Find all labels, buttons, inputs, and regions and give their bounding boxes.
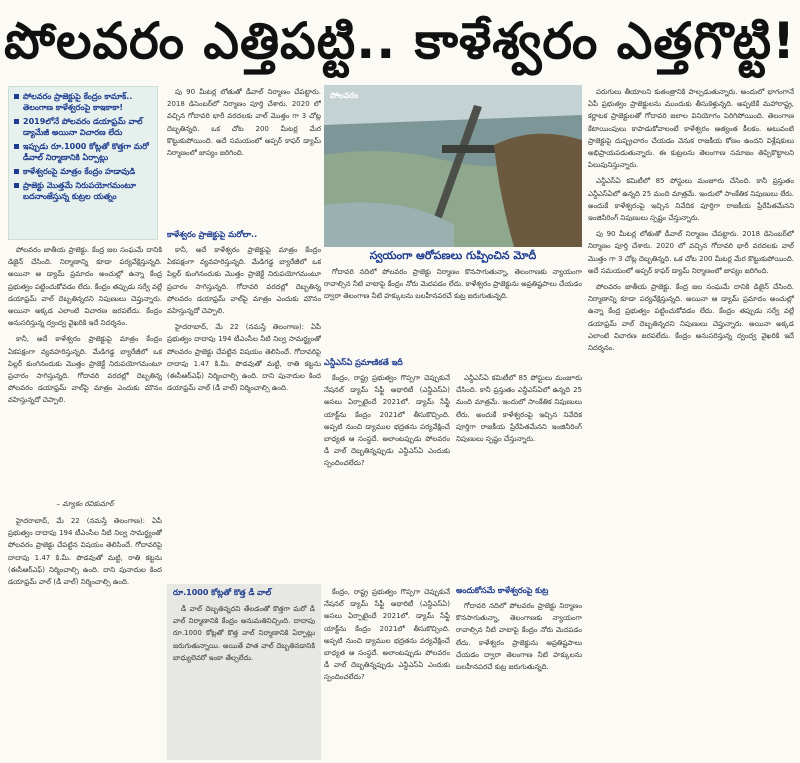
subhead-ndsa: ఎన్డీఎస్ఏ ప్రమాణికతే ఇదీ bbox=[324, 358, 403, 367]
paragraph: ఎన్డీఎస్ఏ కమిటీలో 85 పోస్టులు మంజూరు చేసింది. కానీ ప్రస్తుతం ఎన్డీఎస్ఏలో ఉన్నది 25 మంది మాత్రమే. ఇందులో సాంకేతిక నిపుణులు లేరు. అందుకే కాళేశ్వరంపై ఇచ్చిన నివేదిక పూర్తిగా రాజకీయ ప్రేరేపితమేనని ఇంజినీరింగ్ నిపుణులు స్పష్టం చేస్తున్నారు. bbox=[588, 177, 794, 223]
highlight-item: ఇప్పుడు రూ.1000 కోట్లతో కొత్తగా మరో డీవాల్ నిర్మాణానికి ఏర్పాట్లు bbox=[14, 141, 152, 163]
paragraph: పరుగులు తీయాలని కుతంత్రానికి పాల్పడుతున్నారు. అందులో భాగంగానే ఏపీ ప్రభుత్వం ప్రాజెక్టులను ముందుకు తీసుకెళ్తున్నది. అప్పటికే మహారాష్ట్ర, కర్ణాటక ప్రాజెక్టులతో గోదావరి జలాల వినియోగం పెరిగిపోయింది. తెలంగాణ కేటాయింపులు కాపాడుకోవాలంటే కాళేశ్వరం అత్యంత కీలకం. అటువంటి ప్రాజెక్టుపై దుష్ప్రచారం చేయడం వెనుక రాజకీయ కోణం ఉందని విశ్లేషకులు అభిప్రాయపడుతున్నారు. ఈ కుట్రలను తెలంగాణ సమాజం తిప్పికొట్టాలని పిలుపునిస్తున్నారు. bbox=[588, 88, 794, 170]
subhead-conspiracy: అందుకోసమే కాళేశ్వరంపై కుట్ర bbox=[456, 586, 549, 595]
paragraph: కానీ, అదే కాళేశ్వరం ప్రాజెక్టుపై మాత్రం కేంద్రం ఏకపక్షంగా వ్యవహరిస్తున్నది. మేడిగడ్డ బ్యారేజీలో ఒక పిల్లర్ కుంగినందుకు మొత్తం ప్రాజెక్టే నిరుపయోగమంటూ ప్రచారం సాగిస్తున్నది. గోదావరి వరదల్లో దెబ్బతిన్న పోలవరం డయాఫ్రమ్ వాల్‌పై మాత్రం ఎందుకు మౌనం వహిస్తున్నదో చెప్పాలి. bbox=[167, 246, 321, 316]
byline: – మ్యాకం రవికుమార్ bbox=[56, 500, 114, 508]
paragraph: డీ వాల్ దెబ్బతిన్నదని తేలడంతో కొత్తగా మరో డీ వాల్ నిర్మాణానికి కేంద్రం అనుమతినిచ్చింది. దాదాపు రూ.1000 కోట్లతో కొత్త వాల్ నిర్మాణానికి ఏర్పాట్లు జరుగుతున్నాయి. అయితే పాత వాల్ దెబ్బతినడానికి బాధ్యులెవరో ఇంకా తేల్చలేదు. bbox=[173, 605, 315, 662]
paragraph: హైదరాబాద్, మే 22 (నమస్తే తెలంగాణ): ఏపీ ప్రభుత్వం దాదాపు 194 టీఎంసీల నీటి నిల్వ సామర్థ్యంతో పోలవరం ప్రాజెక్టు చేపట్టిన విషయం తెలిసిందే. గోదావరిపై దాదాపు 1.47 కి.మీ. పొడవుతో మట్టి, రాతి కట్టను (ఈసీఆర్ఎఫ్) నిర్మించాల్సి ఉంది. దాని పునాదుల కింద డయాఫ్రమ్ వాల్ (డీ వాల్) నిర్మించాల్సి ఉంది. bbox=[167, 323, 321, 393]
paragraph: గోదావరి నదిలో పోలవరం ప్రాజెక్టు నిర్మాణం కొనసాగుతున్నా, తెలంగాణకు న్యాయంగా రావాల్సిన నీటి వాటాపై కేంద్రం నోరు మెదపడం లేదు. కాళేశ్వరం ప్రాజెక్టును అప్రతిష్టపాలు చేయడం ద్వారా తెలంగాణ నీటి హక్కులను బలహీనపరచే కుట్ర జరుగుతున్నది. bbox=[456, 602, 582, 672]
highlight-item: పోలవరం ప్రాజెక్టుపై కేంద్రం కామాక్.. తెలంగాణ కాళేశ్వరంపై కాఇకాకా! bbox=[14, 91, 152, 113]
photo-caption: స్వయంగా ఆరోపణలు గుప్పించిన మోదీ bbox=[369, 249, 537, 262]
highlights-box bbox=[8, 86, 158, 240]
article-column-9 bbox=[588, 86, 794, 760]
subhead-kaleshwaram: కాళేశ్వరం ప్రాజెక్టుపై మరోలా.. bbox=[167, 230, 258, 239]
article-column-1 bbox=[8, 244, 162, 494]
article-column-2 bbox=[8, 515, 162, 760]
highlight-item: కాళేశ్వరంపై మాత్రం కేంద్రం హడావుడి bbox=[14, 166, 152, 177]
article-column-4 bbox=[324, 266, 582, 356]
paragraph: పు 90 మీటర్ల లోతుతో డీవాల్ నిర్మాణం చేపట్టారు. 2018 డిసెంబర్‌లో నిర్మాణం పూర్తి చేశారు. 2020 లో వచ్చిన గోదావరి భారీ వరదలకు వాల్ మొత్తం గా 3 చోట్ల దెబ్బతిన్నది. ఒక చోట 200 మీటర్ల మేర కొట్టుకుపోయింది. అదే సమయంలో అప్పర్ కాఫర్ డ్యామ్ నిర్మాణంలో జాప్యం జరిగింది. bbox=[167, 88, 321, 158]
paragraph: పు 90 మీటర్ల లోతుతో డీవాల్ నిర్మాణం చేపట్టారు. 2018 డిసెంబర్‌లో నిర్మాణం పూర్తి చేశారు. 2020 లో వచ్చిన గోదావరి భారీ వరదలకు వాల్ మొత్తం గా 3 చోట్ల దెబ్బతిన్నది. ఒక చోట 200 మీటర్ల మేర కొట్టుకుపోయింది. అదే సమయంలో అప్పర్ కాఫర్ డ్యామ్ నిర్మాణంలో జాప్యం జరిగింది. bbox=[588, 230, 794, 275]
paragraph: కేంద్రం, రాష్ట్ర ప్రభుత్వం గొప్పగా చెప్పుకునే నేషనల్ డ్యామ్ సేఫ్టీ అథారిటీ (ఎన్డీఎస్ఏ) అసలు ఏర్పాటైందే 2021లో. డ్యామ్ సేఫ్టీ యాక్ట్‌ను కేంద్రం 2021లో తీసుకొచ్చింది. అప్పటి నుంచి డ్యాముల భద్రతను పర్యవేక్షించే బాధ్యత ఆ సంస్థదే. అలాంటప్పుడు పోలవరం డీ వాల్ దెబ్బతిన్నప్పుడు ఎన్డీఎస్ఏ ఎందుకు స్పందించలేదు? bbox=[324, 588, 450, 682]
highlight-item: ప్రాజెక్టు మొత్తమే నిరుపయోగమంటూ బదనాంజేస్తున్న కుట్రల యత్నం bbox=[14, 180, 152, 202]
highlight-item: 2019లోనే పోలవరం డయాఫ్రమ్ వాల్ డ్యామేజీ అయినా విచారణ లేదు bbox=[14, 116, 152, 138]
sidebar-box bbox=[167, 584, 321, 760]
article-column-6 bbox=[456, 372, 582, 582]
photo-label: పోలవరం bbox=[330, 91, 359, 100]
article-column-3b bbox=[167, 244, 321, 580]
paragraph: కేంద్రం, రాష్ట్ర ప్రభుత్వం గొప్పగా చెప్పుకునే నేషనల్ డ్యామ్ సేఫ్టీ అథారిటీ (ఎన్డీఎస్ఏ) అసలు ఏర్పాటైందే 2021లో. డ్యామ్ సేఫ్టీ యాక్ట్‌ను కేంద్రం 2021లో తీసుకొచ్చింది. అప్పటి నుంచి డ్యాముల భద్రతను పర్యవేక్షించే బాధ్యత ఆ సంస్థదే. అలాంటప్పుడు పోలవరం డీ వాల్ దెబ్బతిన్నప్పుడు ఎన్డీఎస్ఏ ఎందుకు స్పందించలేదు? bbox=[324, 374, 450, 468]
article-column-3 bbox=[167, 86, 321, 226]
box-text bbox=[167, 603, 321, 753]
paragraph: గోదావరి నదిలో పోలవరం ప్రాజెక్టు నిర్మాణం కొనసాగుతున్నా, తెలంగాణకు న్యాయంగా రావాల్సిన నీటి వాటాపై కేంద్రం నోరు మెదపడం లేదు. కాళేశ్వరం ప్రాజెక్టును అప్రతిష్టపాలు చేయడం ద్వారా తెలంగాణ నీటి హక్కులను బలహీనపరచే కుట్ర జరుగుతున్నది. bbox=[324, 268, 582, 301]
dam-photo bbox=[324, 85, 582, 247]
box-heading: రూ.1000 కోట్లతో కొత్త డీ వాల్ bbox=[173, 588, 272, 597]
paragraph: ఎన్డీఎస్ఏ కమిటీలో 85 పోస్టులు మంజూరు చేసింది. కానీ ప్రస్తుతం ఎన్డీఎస్ఏలో ఉన్నది 25 మంది మాత్రమే. ఇందులో సాంకేతిక నిపుణులు లేరు. అందుకే కాళేశ్వరంపై ఇచ్చిన నివేదిక పూర్తిగా రాజకీయ ప్రేరేపితమేనని ఇంజినీరింగ్ నిపుణులు స్పష్టం చేస్తున్నారు. bbox=[456, 374, 582, 444]
paragraph: కానీ, అదే కాళేశ్వరం ప్రాజెక్టుపై మాత్రం కేంద్రం ఏకపక్షంగా వ్యవహరిస్తున్నది. మేడిగడ్డ బ్యారేజీలో ఒక పిల్లర్ కుంగినందుకు మొత్తం ప్రాజెక్టే నిరుపయోగమంటూ ప్రచారం సాగిస్తున్నది. గోదావరి వరదల్లో దెబ్బతిన్న పోలవరం డయాఫ్రమ్ వాల్‌పై మాత్రం ఎందుకు మౌనం వహిస్తున్నదో చెప్పాలి. bbox=[8, 335, 162, 405]
article-column-8 bbox=[456, 600, 582, 760]
paragraph: పోలవరం జాతీయ ప్రాజెక్టు. కేంద్ర జల సంఘమే దానికి డిజైన్ చేసింది. నిర్మాణాన్ని కూడా పర్యవేక్షిస్తున్నది. అయినా ఆ డ్యామ్ ప్రమాదం అంచుల్లో ఉన్నా కేంద్ర ప్రభుత్వం పట్టించుకోవడం లేదు. కేంద్రం తప్పుడు సర్వే వల్లే డయాఫ్రమ్ వాల్ దెబ్బతిన్నదని నిపుణులు చెప్తున్నారు. అయినా అక్కడ ఎలాంటి విచారణ జరపలేదు. కేంద్రం అనుసరిస్తున్న ద్వంద్వ వైఖరికి ఇదే నిదర్శనం. bbox=[588, 283, 794, 353]
article-column-7 bbox=[324, 586, 450, 760]
paragraph: హైదరాబాద్, మే 22 (నమస్తే తెలంగాణ): ఏపీ ప్రభుత్వం దాదాపు 194 టీఎంసీల నీటి నిల్వ సామర్థ్యంతో పోలవరం ప్రాజెక్టు చేపట్టిన విషయం తెలిసిందే. గోదావరిపై దాదాపు 1.47 కి.మీ. పొడవుతో మట్టి, రాతి కట్టను (ఈసీఆర్ఎఫ్) నిర్మించాల్సి ఉంది. దాని పునాదుల కింద డయాఫ్రమ్ వాల్ (డీ వాల్) నిర్మించాల్సి ఉంది. bbox=[8, 517, 162, 587]
article-column-5 bbox=[324, 372, 450, 582]
dam-illustration bbox=[324, 85, 582, 247]
paragraph: పోలవరం జాతీయ ప్రాజెక్టు. కేంద్ర జల సంఘమే దానికి డిజైన్ చేసింది. నిర్మాణాన్ని కూడా పర్యవేక్షిస్తున్నది. అయినా ఆ డ్యామ్ ప్రమాదం అంచుల్లో ఉన్నా కేంద్ర ప్రభుత్వం పట్టించుకోవడం లేదు. కేంద్రం తప్పుడు సర్వే వల్లే డయాఫ్రమ్ వాల్ దెబ్బతిన్నదని నిపుణులు చెప్తున్నారు. అయినా అక్కడ ఎలాంటి విచారణ జరపలేదు. కేంద్రం అనుసరిస్తున్న ద్వంద్వ వైఖరికి ఇదే నిదర్శనం. bbox=[8, 246, 162, 328]
headline: పోలవరం ఎత్తిపట్టి.. కాళేశ్వరం ఎత్తగొట్టి! bbox=[4, 12, 796, 70]
